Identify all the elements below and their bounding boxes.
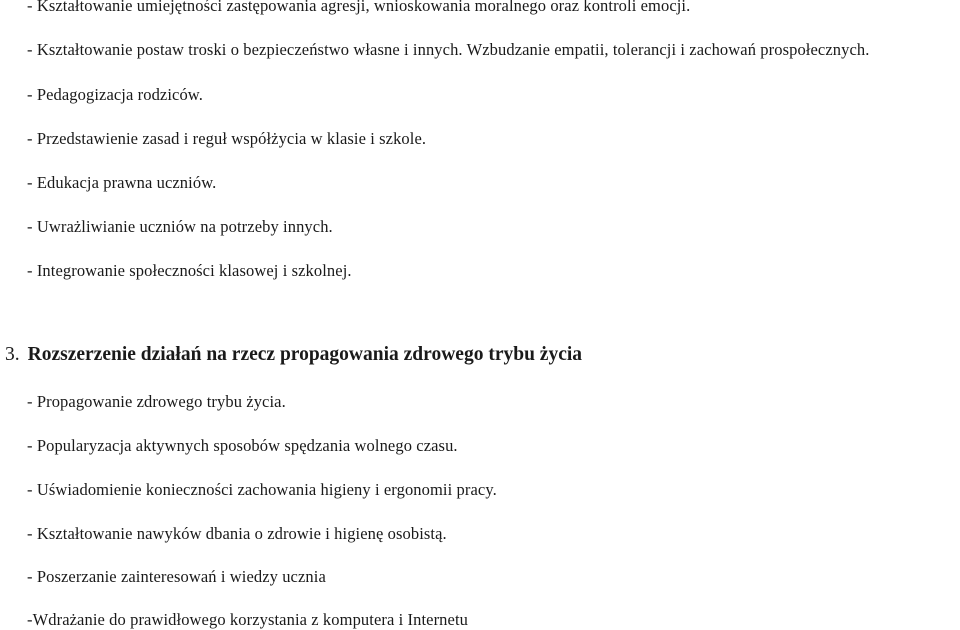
list-item: - Popularyzacja aktywnych sposobów spędzania wolnego czasu.	[27, 436, 458, 455]
section-number: 3.	[5, 344, 20, 365]
list-item: - Kształtowanie umiejętności zastępowania agresji, wnioskowania moralnego oraz kontroli emocji.	[27, 0, 691, 15]
section-heading	[5, 343, 582, 367]
list-item: - Przedstawienie zasad i reguł współżycia w klasie i szkole.	[27, 129, 427, 148]
list-item: - Edukacja prawna uczniów.	[27, 173, 217, 192]
list-item: - Uwrażliwianie uczniów na potrzeby innych.	[27, 217, 333, 236]
list-item: -Wdrażanie do prawidłowego korzystania z komputera i Internetu	[27, 610, 468, 629]
section-title: Rozszerzenie działań na rzecz propagowania zdrowego trybu życia	[27, 344, 583, 365]
list-item: - Propagowanie zdrowego trybu życia.	[27, 392, 286, 411]
list-item: - Kształtowanie postaw troski o bezpieczeństwo własne i innych. Wzbudzanie empatii, tolerancji i zachowań prospołecznych.	[27, 40, 870, 59]
list-item: - Kształtowanie nawyków dbania o zdrowie i higienę osobistą.	[27, 524, 447, 543]
list-item: - Uświadomienie konieczności zachowania higieny i ergonomii pracy.	[27, 480, 497, 499]
list-item: - Pedagogizacja rodziców.	[27, 85, 203, 104]
list-item: - Integrowanie społeczności klasowej i szkolnej.	[27, 261, 352, 280]
list-item: - Poszerzanie zainteresowań i wiedzy ucznia	[27, 567, 326, 586]
